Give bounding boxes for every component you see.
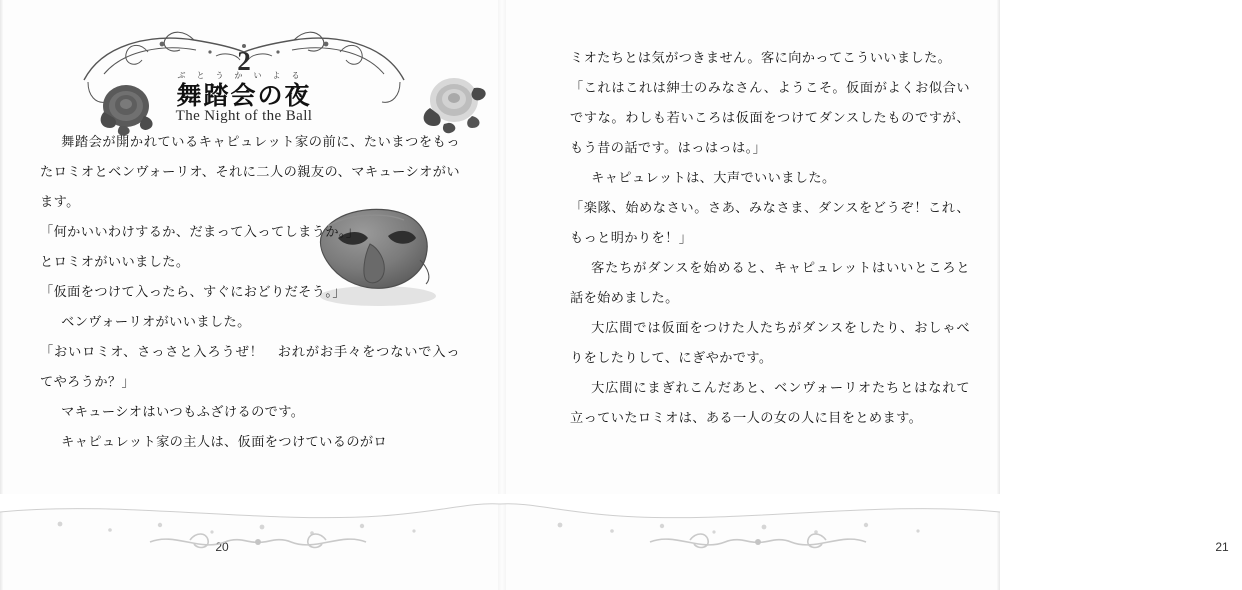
- paragraph: マキューシオはいつもふざけるのです。: [61, 405, 305, 420]
- paragraph: 「おいロミオ、さっさと入ろうぜ！ おれがお手々をつないで入ってやろうか？」: [40, 345, 460, 390]
- paragraph: とロミオがいいました。: [40, 255, 190, 270]
- paragraph: キャピュレットは、大声でいいました。: [591, 171, 836, 186]
- chapter-title-japanese: 舞踏会の夜: [176, 81, 312, 110]
- paragraph: キャピュレット家の主人は、仮面をつけているのがロ: [61, 435, 388, 450]
- paragraph: 「何かいいわけするか、だまって入ってしまうか。」: [40, 225, 360, 240]
- scroll-flourish-divider-icon: [0, 494, 1000, 590]
- paragraph: 客たちがダンスを始めると、キャピュレットはいいところと話を始めました。: [570, 261, 970, 306]
- paragraph: 「仮面をつけて入ったら、すぐにおどりだそう。」: [40, 285, 346, 300]
- page-left-body: [40, 128, 460, 458]
- page-number-left: 20: [215, 540, 229, 554]
- paragraph: ベンヴォーリオがいいました。: [61, 315, 251, 330]
- paragraph: 大広間にまぎれこんだあと、ベンヴォーリオたちとはなれて立っていたロミオは、ある一人の女の人に目をとめます。: [570, 381, 970, 426]
- chapter-title-ruby: ぶとうかいよる: [177, 71, 311, 80]
- paragraph: 「楽隊、始めなさい。さあ、みなさま、ダンスをどうぞ！これ、もっと明かりを！」: [570, 201, 970, 246]
- page-number-right: 21: [1215, 540, 1229, 554]
- page-right-body: [570, 44, 970, 434]
- chapter-header: [44, 22, 444, 132]
- paragraph: 大広間では仮面をつけた人たちがダンスをしたり、おしゃべりをしたりして、にぎやかです。: [570, 321, 970, 366]
- paragraph: ミオたちとは気がつきません。客に向かってこういいました。: [570, 51, 952, 66]
- paragraph: 「これはこれは紳士のみなさん、ようこそ。仮面がよくお似合いですな。わしも若いころは仮面をつけてダンスしたものですが、もう昔の話です。はっはっは。」: [570, 81, 970, 156]
- paragraph: 舞踏会が開かれているキャピュレット家の前に、たいまつをもったロミオとベンヴォーリオ、それに二人の親友の、マキューシオがいます。: [40, 135, 460, 210]
- chapter-title-english: The Night of the Ball: [175, 108, 313, 124]
- chapter-number: 2: [237, 46, 251, 76]
